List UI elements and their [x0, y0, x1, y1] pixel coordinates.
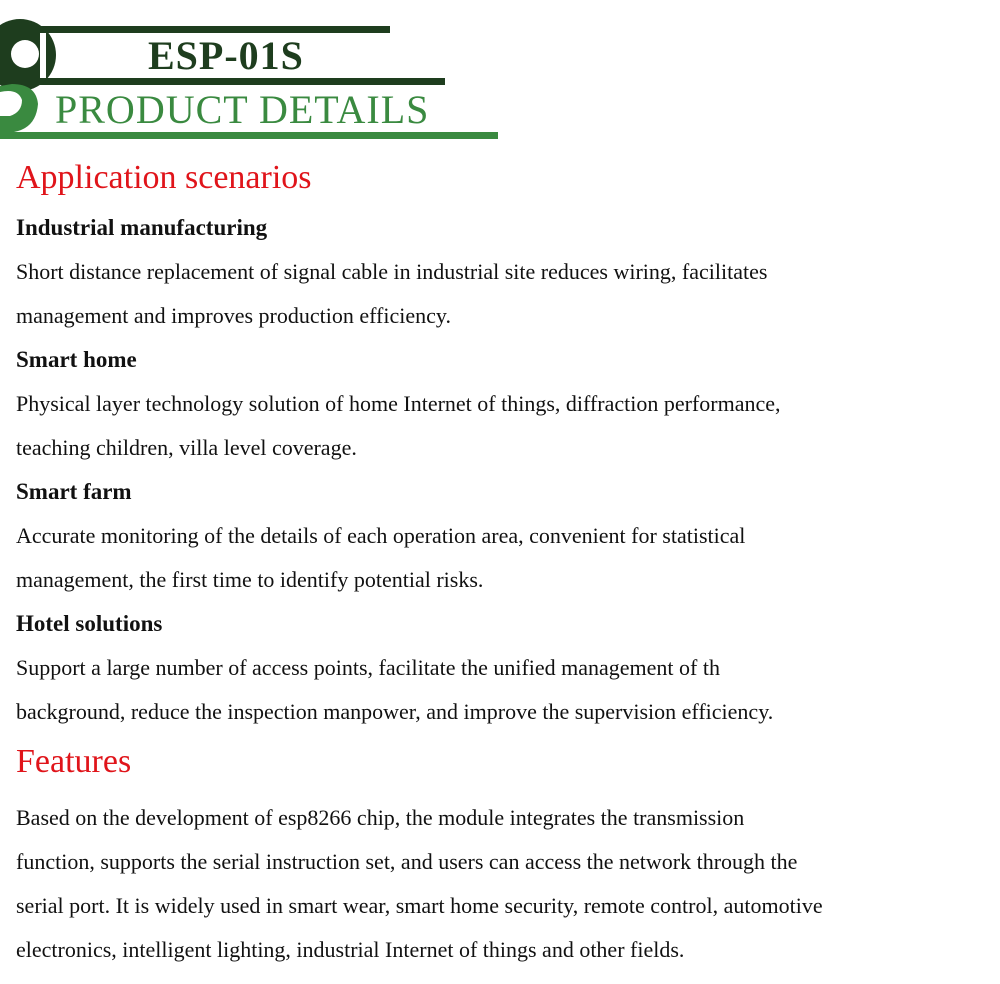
features-text: Based on the development of esp8266 chip, the module integrates the transmission [16, 805, 745, 830]
scenario-title: Smart home [16, 347, 137, 372]
features-text: function, supports the serial instruction set, and users can access the network through the [16, 849, 798, 874]
scenario-text: management, the first time to identify potential risks. [16, 567, 484, 592]
main-content [16, 150, 1000, 972]
scenario-smart-home [16, 338, 1000, 470]
scenario-text: teaching children, villa level coverage. [16, 435, 357, 460]
scenario-title: Hotel solutions [16, 611, 163, 636]
scenario-text: Accurate monitoring of the details of each operation area, convenient for statistical [16, 523, 746, 548]
application-section [16, 150, 1000, 734]
scenario-text: Physical layer technology solution of home Internet of things, diffraction performance, [16, 391, 781, 416]
scenario-text: background, reduce the inspection manpower, and improve the supervision efficiency. [16, 699, 774, 724]
product-details-title: PRODUCT DETAILS [55, 87, 430, 132]
scenario-hotel [16, 602, 1000, 734]
scenario-title: Industrial manufacturing [16, 215, 268, 240]
features-section [16, 734, 1000, 972]
section-title-features: Features [16, 743, 132, 780]
scenario-industrial [16, 206, 1000, 338]
section-title-application: Application scenarios [16, 159, 312, 196]
features-text: serial port. It is widely used in smart wear, smart home security, remote control, automotive [16, 893, 823, 918]
scenario-text: management and improves production efficiency. [16, 303, 451, 328]
features-text: electronics, intelligent lighting, industrial Internet of things and other fields. [16, 937, 685, 962]
scenario-text: Short distance replacement of signal cable in industrial site reduces wiring, facilitates [16, 259, 768, 284]
scenario-smart-farm [16, 470, 1000, 602]
header-banner [0, 0, 520, 150]
model-title: ESP-01S [148, 33, 304, 78]
scenario-title: Smart farm [16, 479, 132, 504]
scenario-text: Support a large number of access points, facilitate the unified management of th [16, 655, 720, 680]
